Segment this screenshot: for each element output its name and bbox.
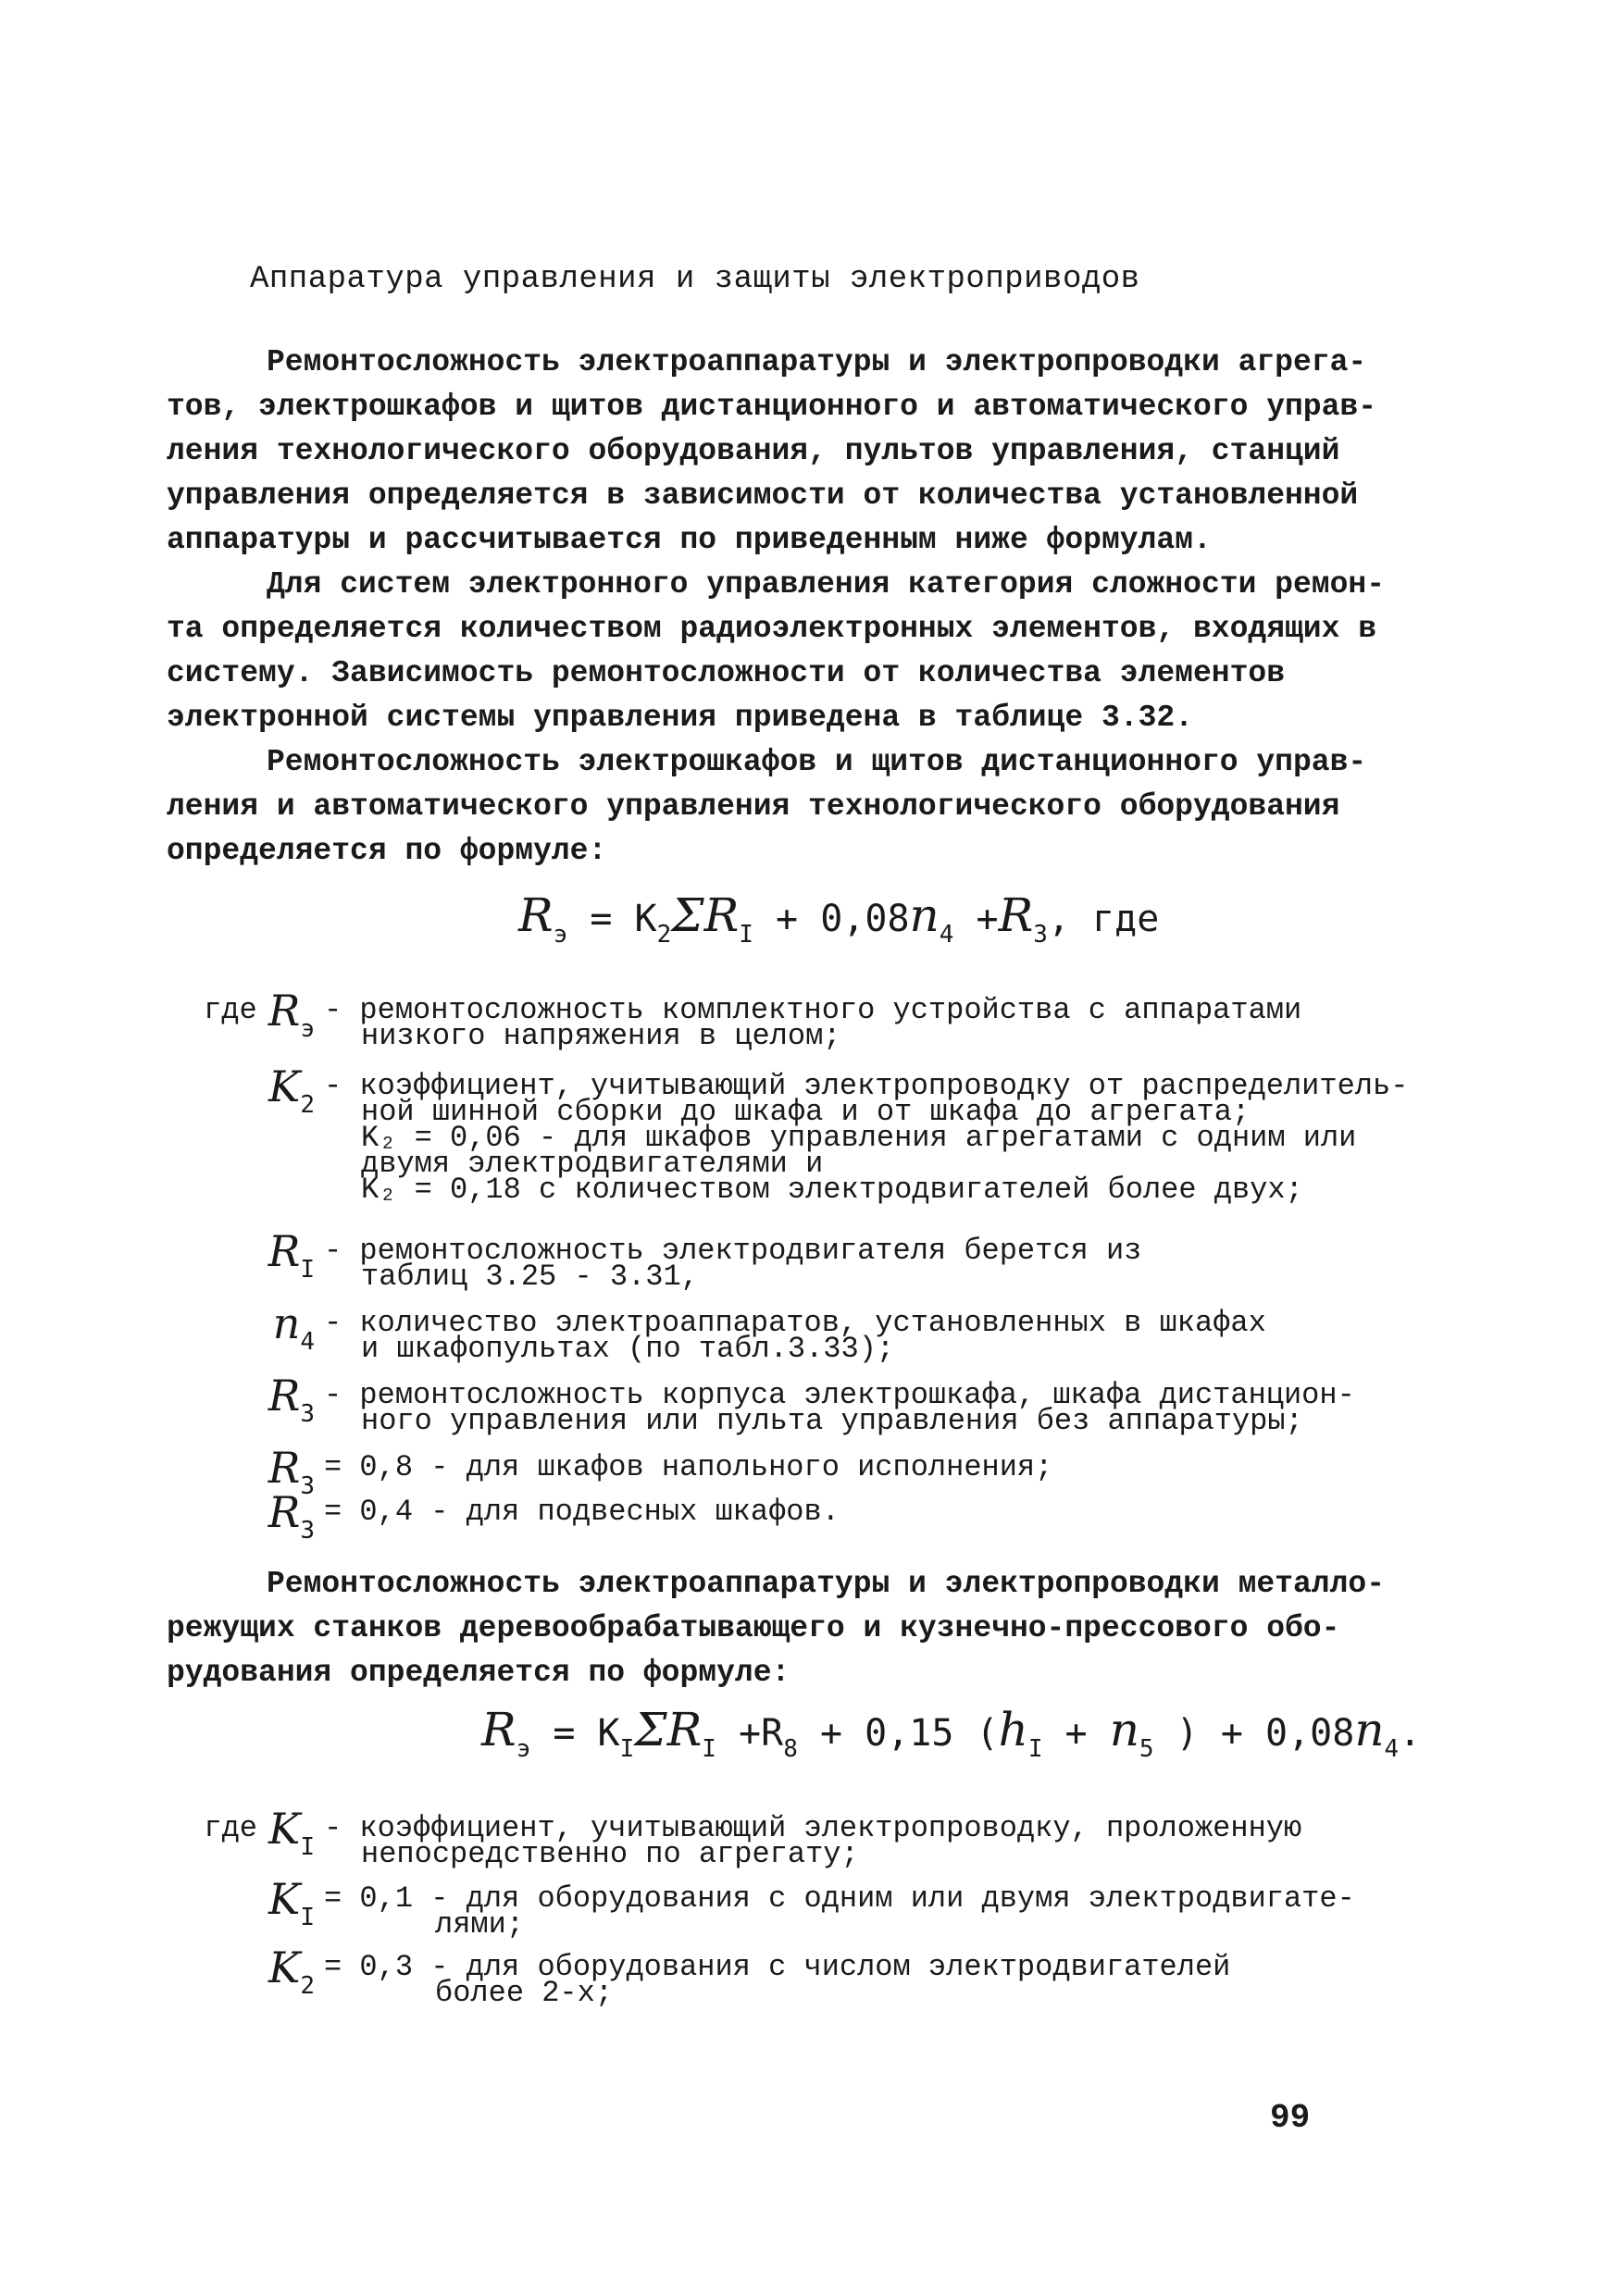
paragraph-line: рудования определяется по формуле: <box>167 1656 790 1690</box>
paragraph-line: электронной системы управления приведена в таблице 3.32. <box>167 701 1193 735</box>
paragraph-line: режущих станков деревообрабатывающего и кузнечно-прессового обо- <box>167 1611 1340 1645</box>
paragraph-line: тов, электрошкафов и щитов дистанционного и автоматического управ- <box>167 390 1377 424</box>
page-number: 99 <box>1270 2099 1311 2137</box>
paragraph-line: та определяется количеством радиоэлектронных элементов, входящих в <box>167 612 1377 646</box>
section-heading: Аппаратура управления и защиты электроприводов <box>250 262 1140 297</box>
paragraph-2 <box>167 563 1398 740</box>
paragraph-line: Ремонтосложность электроаппаратуры и электропроводки металло- <box>267 1567 1385 1601</box>
paragraph-1 <box>167 341 1398 563</box>
paragraph-line: аппаратуры и рассчитывается по приведенным ниже формулам. <box>167 523 1212 557</box>
paragraph-line: управления определяется в зависимости от количества установленной <box>167 478 1359 513</box>
paragraph-line: ления технологического оборудования, пультов управления, станций <box>167 434 1340 468</box>
paragraph-3 <box>167 740 1398 874</box>
paragraph-line: определяется по формуле: <box>167 834 607 868</box>
formula-repair-complexity-machine: $R_э = K_I\Sigma R_I +R_8 + 0,15$ ($h_I + n_5$ ) + $0,08n_4$. <box>481 1703 1422 1763</box>
document-page: Аппаратура управления и защиты электроприводов Ремонтосложность электроаппаратуры и электропроводки агрега- тов, электрошкафов и щитов дистанционного и автоматического управ- ления технологического оборудования, пультов управления, станций управления определяется в зависимости от количества установленной аппаратуры и рассчитывается по приведенным ниже формулам. Для систем электронного управления категория сложности ремон- та определяется количеством радиоэлектронных элементов, входящих в систему. Зависимость ремонтосложности от количества элементов электронной системы управления приведена в таблице 3.32. Ремонтосложность электрошкафов и щитов дистанционного управ- ления и автоматического управления технологического оборудования определяется по формуле: $R_э = K_2\Sigma R_I + 0,08n_4 +R_3$, где где $R_э$ - ремонтосложность комплектного устройства с аппаратами низкого напряжения в целом; $K_2$ - коэффициент, учитывающий электропроводку от распределитель- ной шинной сборки до шкафа и от шкафа до агрегата; K₂ = 0,06 - для шкафов управления агрегатами с одним или двумя электродвигателями и K₂ = 0,18 с количеством электродвигателей более двух; $R_I$ - ремонтосложность электродвигателя берется из таблиц 3.25 - 3.31, $n_4$ - количество электроаппаратов, установленных в шкафах и шкафопультах (по табл.3.33); $R_3$ - ремонтосложность корпуса электрошкафа, шкафа дистанцион- ного управления или пульта управления без аппаратуры; $R_3$ = 0,8 - для шкафов напольного исполнения; $R_3$ = 0,4 - для подвесных шкафов. Ремонтосложность электроаппаратуры и электропроводки металло- режущих станков деревообрабатывающего и кузнечно-прессового обо- рудования определяется по формуле: $R_э = K_I\Sigma R_I +R_8 + 0,15$ ($h_I + n_5$ ) + $0,08n_4$. где $K_I$ - коэффициент, учитывающий электропроводку, проложенную непосредственно по агрегату; $K_I$ = 0,1 - для оборудования с одним или двумя электродвигате- лями; $K_2$ = 0,3 - для оборудования с числом электродвигателей более 2-х; 99 <box>167 262 1422 2137</box>
paragraph-line: ления и автоматического управления технологического оборудования <box>167 789 1340 824</box>
paragraph-4 <box>167 1562 1398 1695</box>
paragraph-line: Ремонтосложность электрошкафов и щитов дистанционного управ- <box>267 745 1367 779</box>
paragraph-line: Для систем электронного управления категория сложности ремон- <box>267 567 1385 602</box>
paragraph-line: систему. Зависимость ремонтосложности от количества элементов <box>167 656 1285 690</box>
formula-repair-complexity-cabinet: $R_э = K_2\Sigma R_I + 0,08n_4 +R_3$, где <box>518 888 1160 949</box>
paragraph-line: Ремонтосложность электроаппаратуры и электропроводки агрега- <box>267 345 1367 379</box>
